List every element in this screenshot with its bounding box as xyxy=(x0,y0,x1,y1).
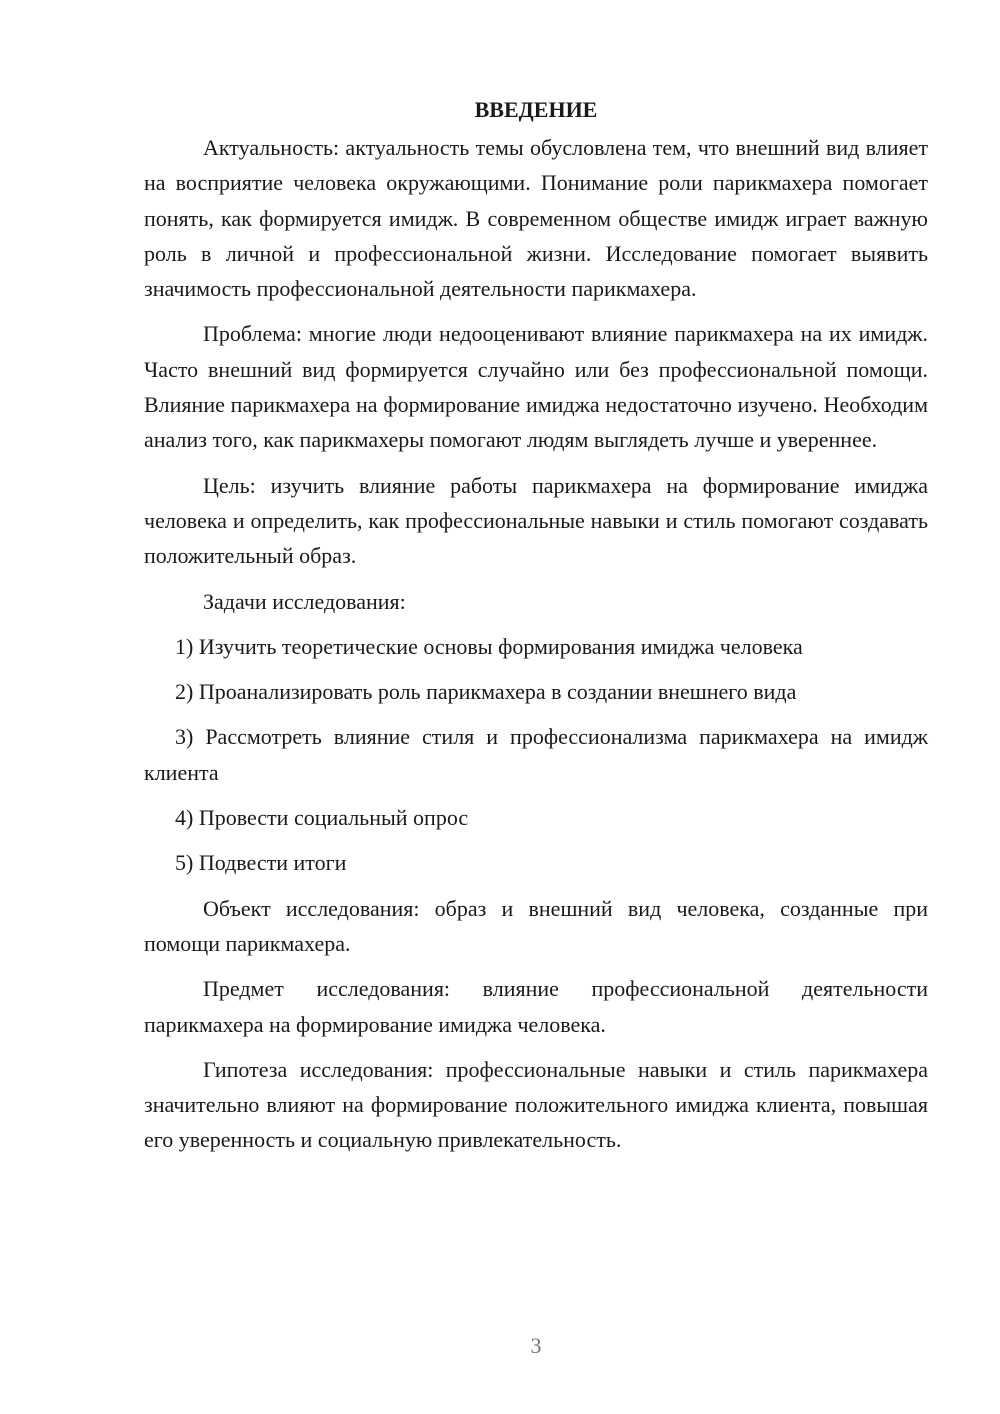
paragraph-object: Объект исследования: образ и внешний вид человека, созданные при помощи парикмахера. xyxy=(144,895,928,956)
paragraph-problem: Проблема: многие люди недооценивают влияние парикмахера на их имидж. Часто внешний вид формируется случайно или без профессиональной помощи. Влияние парикмахера на формирование имиджа недостаточно изучено. Необходим анализ того, как парикмахеры помогают людям выглядеть лучше и увереннее. xyxy=(144,321,928,453)
paragraph-goal: Цель: изучить влияние работы парикмахера на формирование имиджа человека и определить, как профессиональные навыки и стиль помогают создавать положительный образ. xyxy=(144,472,928,569)
document-page xyxy=(144,92,928,1168)
paragraph-relevance: Актуальность: актуальность темы обусловлена тем, что внешний вид влияет на восприятие человека окружающими. Понимание роли парикмахера помогает понять, как формируется имидж. В современном обществе имидж играет важную роль в личной и профессиональной жизни. Исследование помогает выявить значимость профессиональной деятельности парикмахера. xyxy=(144,135,928,302)
task-item-1: 1) Изучить теоретические основы формирования имиджа человека xyxy=(175,633,803,659)
paragraph-subject: Предмет исследования: влияние профессиональной деятельности парикмахера на формирование имиджа человека. xyxy=(144,976,928,1037)
section-title: ВВЕДЕНИЕ xyxy=(474,97,598,122)
task-item-3: 3) Рассмотреть влияние стиля и профессионализма парикмахера на имидж клиента xyxy=(144,724,928,785)
task-item-2: 2) Проанализировать роль парикмахера в создании внешнего вида xyxy=(175,679,797,705)
paragraph-tasks-heading: Задачи исследования: xyxy=(203,588,406,614)
page-number: 3 xyxy=(530,1333,542,1358)
task-item-5: 5) Подвести итоги xyxy=(175,850,347,876)
paragraph-hypothesis: Гипотеза исследования: профессиональные навыки и стиль парикмахера значительно влияют на формирование положительного имиджа клиента, повышая его уверенность и социальную привлекательность. xyxy=(144,1056,928,1153)
task-item-4: 4) Провести социальный опрос xyxy=(175,805,469,831)
